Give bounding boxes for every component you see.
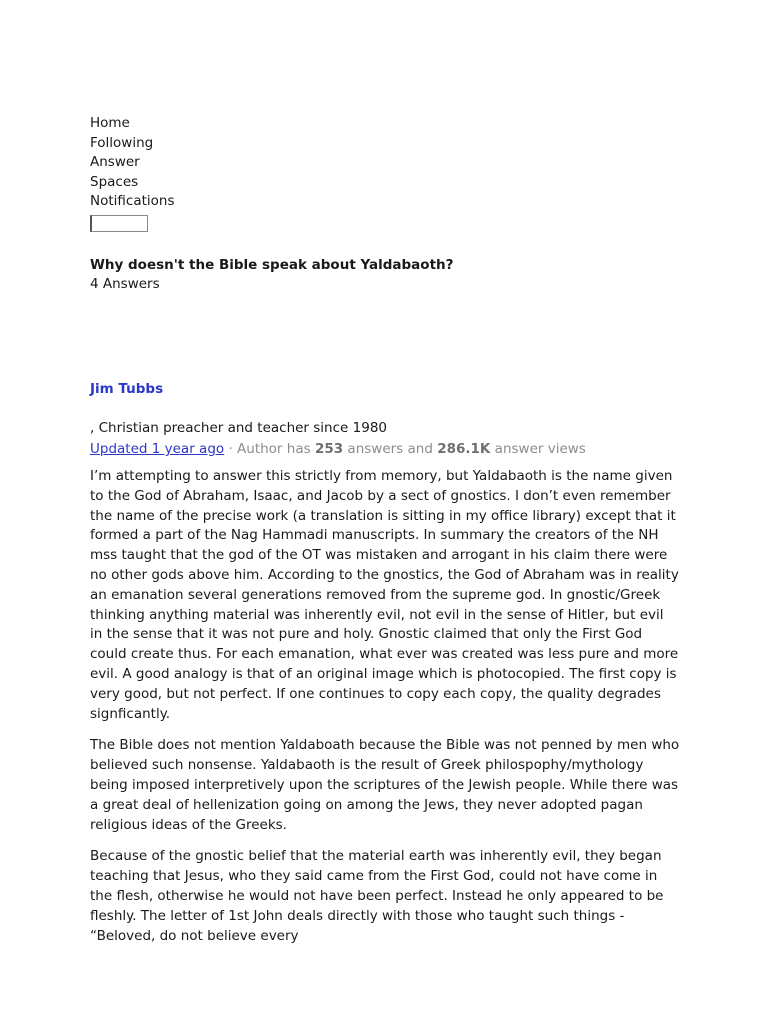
question-title: Why doesn't the Bible speak about Yaldabaoth? (90, 256, 454, 273)
meta-suffix: answer views (490, 440, 586, 457)
nav-spaces[interactable]: Spaces (90, 173, 139, 190)
answer-paragraph: I’m attempting to answer this strictly from memory, but Yaldabaoth is the name given to the God of Abraham, Isaac, and Jacob by a sect of gnostics. I don’t even remember the name of the precise work (a translation is sitting in my office library) except that it formed a part of the Nag Hammadi manuscripts. In summary the creators of the NH mss taught that the god of the OT was mistaken and arrogant in his claim there were no other gods above him. According to the gnostics, the God of Abraham was in reality an emanation several generations removed from the supreme god. In gnostic/Greek thinking anything material was inherently evil, not evil in the sense of Hitler, but evil in the sense that it was not pure and holy. Gnostic claimed that only the First God could create thus. For each emanation, what ever was created was less pure and more evil. A good analogy is that of an original image which is photocopied. The first copy is very good, but not perfect. If one continues to copy each copy, the quality degrades signficantly. (90, 467, 679, 722)
answer-paragraph: The Bible does not mention Yaldaboath because the Bible was not penned by men who believed such nonsense. Yaldabaoth is the result of Greek philospophy/mythology being imposed interpretively upon the scriptures of the Jewish people. While there was a great deal of hellenization going on among the Jews, they never adopted pagan religious ideas of the Greeks. (90, 737, 680, 833)
nav-notifications[interactable]: Notifications (90, 193, 175, 210)
nav-home[interactable]: Home (90, 115, 130, 131)
main-nav (90, 114, 680, 232)
views-count: 286.1K (437, 440, 491, 457)
meta-mid: answers and (343, 440, 438, 457)
updated-link[interactable]: Updated 1 year ago (90, 440, 225, 457)
answer-count: 4 Answers (90, 275, 160, 292)
meta-prefix: · Author has (224, 440, 315, 457)
answer-card (90, 380, 680, 946)
search-input[interactable] (90, 215, 148, 232)
page-content (90, 114, 680, 946)
nav-following[interactable]: Following (90, 134, 154, 151)
answers-count: 253 (314, 440, 344, 457)
answer-meta (90, 439, 680, 459)
author-credential: , Christian preacher and teacher since 1980 (90, 419, 387, 436)
author-name-link[interactable]: Jim Tubbs (90, 380, 164, 397)
answer-paragraph: Because of the gnostic belief that the material earth was inherently evil, they began teaching that Jesus, who they said came from the First God, could not have come in the flesh, otherwise he would not have been perfect. Instead he only appeared to be fleshly. The letter of 1st John deals directly with those who taught such things - “Beloved, do not believe every (90, 848, 664, 944)
nav-answer[interactable]: Answer (90, 154, 140, 171)
answer-body (90, 467, 680, 946)
